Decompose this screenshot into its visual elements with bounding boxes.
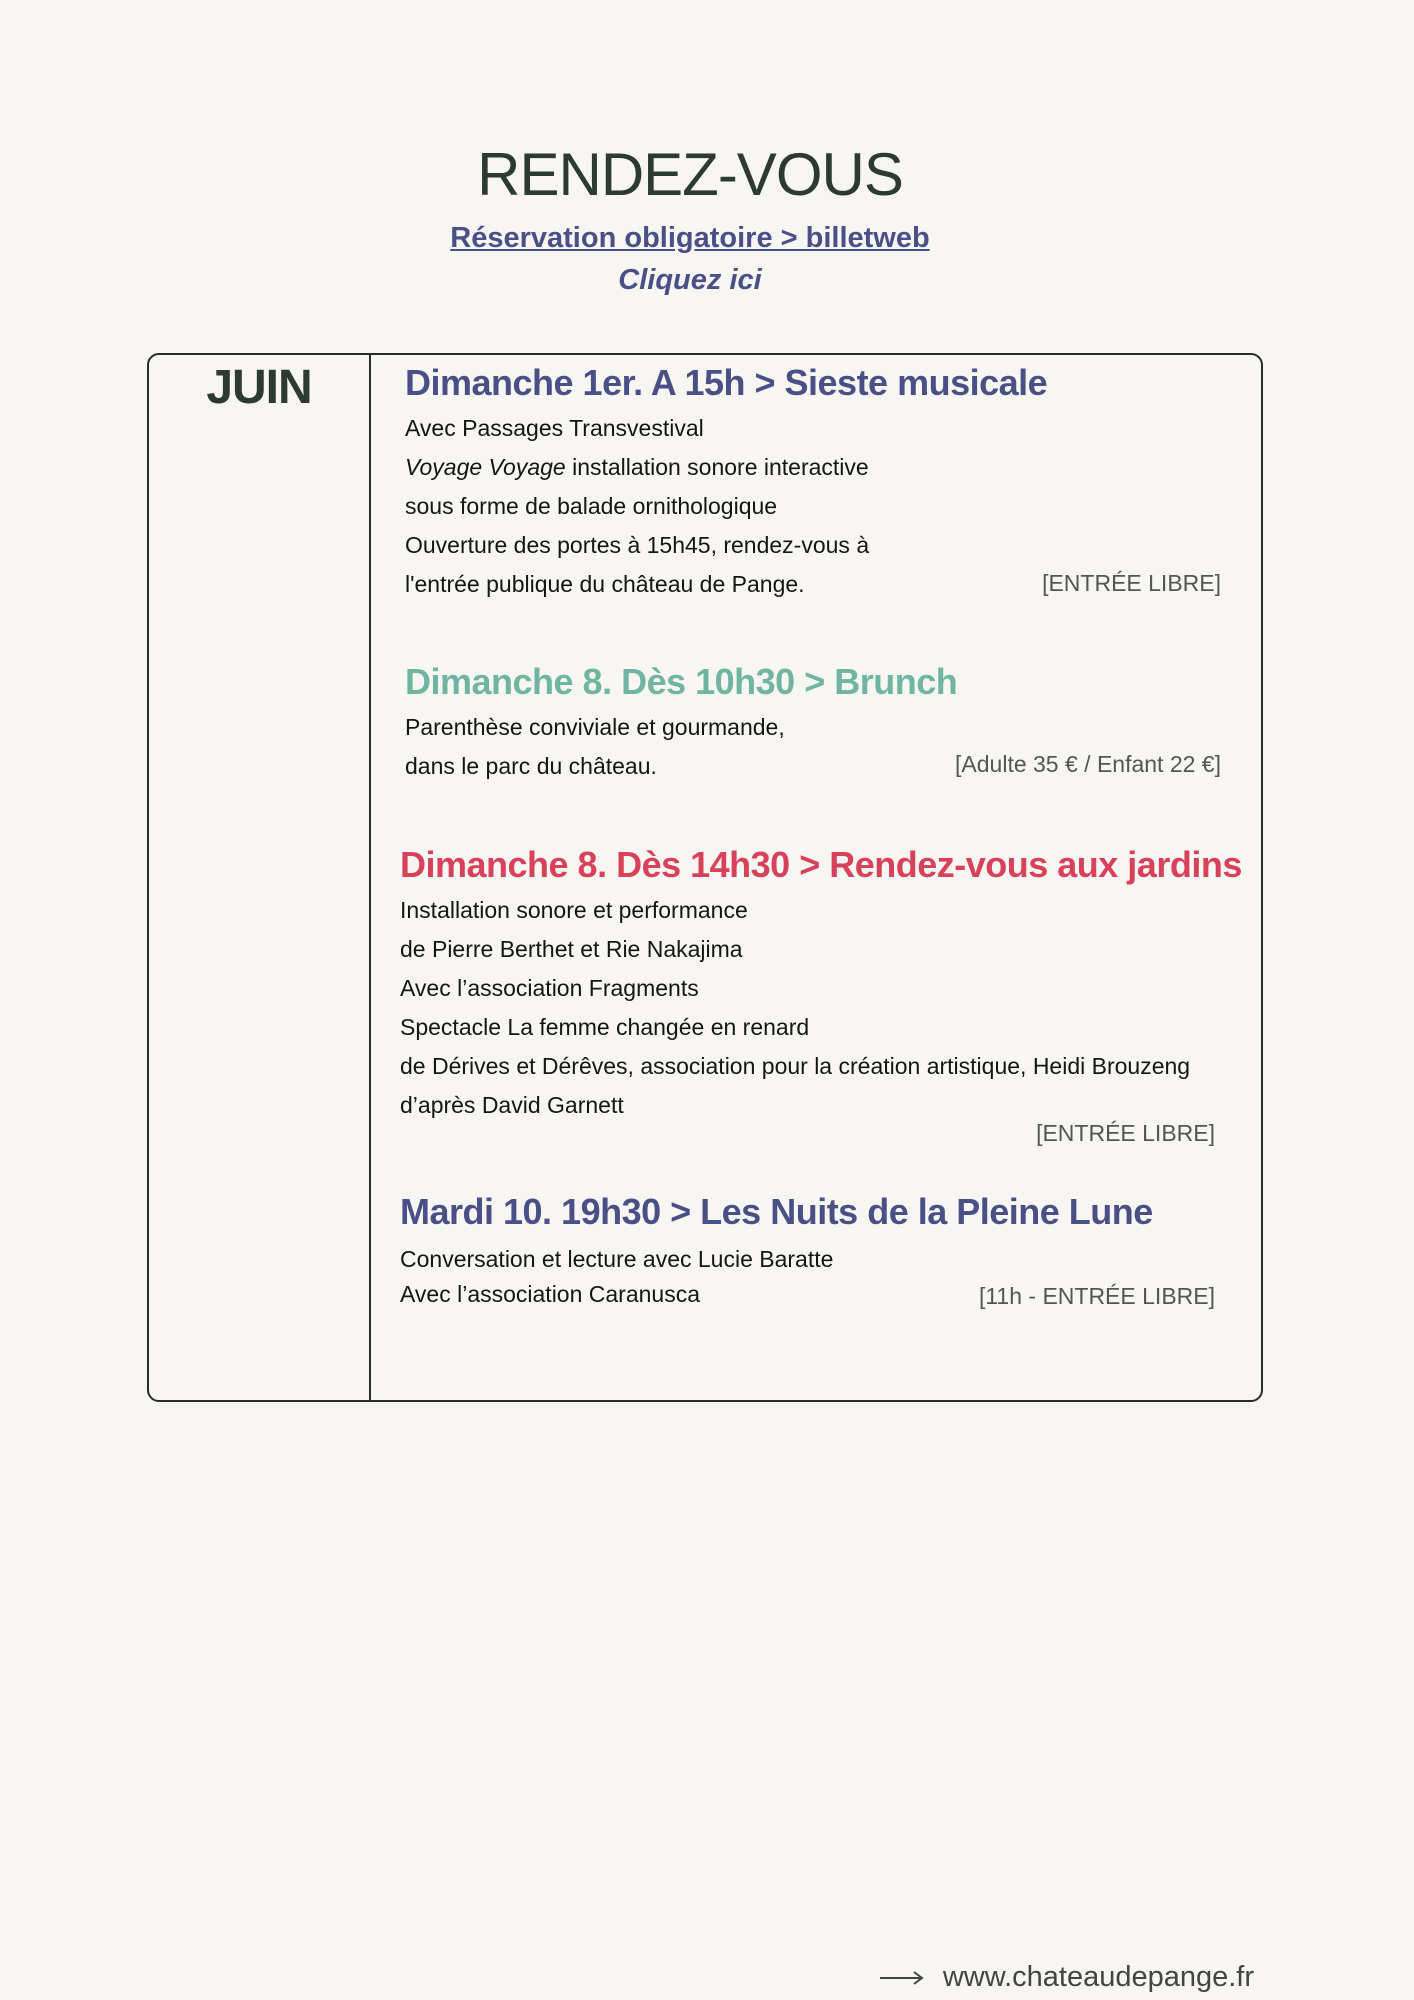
reservation-cta-link[interactable]: Cliquez ici [618, 264, 762, 296]
event-heading: Mardi 10. 19h30 > Les Nuits de la Pleine Lune [400, 1191, 1153, 1232]
event-line: Ouverture des portes à 15h45, rendez-vous à [405, 532, 870, 558]
event-line: de Pierre Berthet et Rie Nakajima [400, 936, 743, 962]
month-label: JUIN [206, 361, 312, 414]
column-divider [369, 355, 371, 1400]
event-line: Avec l’association Caranusca [400, 1281, 701, 1307]
reservation-link[interactable]: Réservation obligatoire > billetweb [450, 222, 930, 254]
event-line: l'entrée publique du château de Pange. [405, 571, 805, 597]
event-line: sous forme de balade ornithologique [405, 493, 778, 519]
event-brunch [405, 660, 957, 786]
event-line: d’après David Garnett [400, 1092, 624, 1118]
event-price: [Adulte 35 € / Enfant 22 €] [955, 751, 1221, 777]
event-line: de Dérives et Dérêves, association pour la création artistique, Heidi Brouzeng [400, 1053, 1191, 1079]
event-price: [11h - ENTRÉE LIBRE] [978, 1283, 1215, 1309]
event-heading: Dimanche 8. Dès 14h30 > Rendez-vous aux jardins [400, 844, 1242, 885]
event-heading: Dimanche 1er. A 15h > Sieste musicale [405, 362, 1048, 403]
event-line: Avec Passages Transvestival [405, 415, 704, 441]
event-line: Spectacle La femme changée en renard [400, 1014, 810, 1040]
event-sieste-musicale [405, 361, 1047, 604]
schedule-frame [147, 353, 1263, 1402]
event-line [405, 448, 1047, 487]
event-line: Avec l’association Fragments [400, 975, 699, 1001]
event-price: [ENTRÉE LIBRE] [1042, 570, 1221, 596]
event-heading: Dimanche 8. Dès 10h30 > Brunch [405, 661, 958, 702]
event-rendez-vous-aux-jardins [400, 843, 1242, 1125]
page-title: RENDEZ-VOUS [477, 141, 903, 208]
event-line: Installation sonore et performance [400, 897, 748, 923]
arrow-right-icon [879, 1961, 925, 1994]
event-price: [ENTRÉE LIBRE] [1036, 1120, 1215, 1146]
event-line: Parenthèse conviviale et gourmande, [405, 714, 785, 740]
artwork-title: Voyage Voyage [405, 454, 566, 480]
website-footer [879, 1961, 1254, 1994]
event-line: dans le parc du château. [405, 753, 657, 779]
event-line-text: installation sonore interactive [572, 454, 869, 480]
event-line: Conversation et lecture avec Lucie Baratte [400, 1246, 834, 1272]
website-link[interactable]: www.chateaudepange.fr [942, 1961, 1254, 1993]
